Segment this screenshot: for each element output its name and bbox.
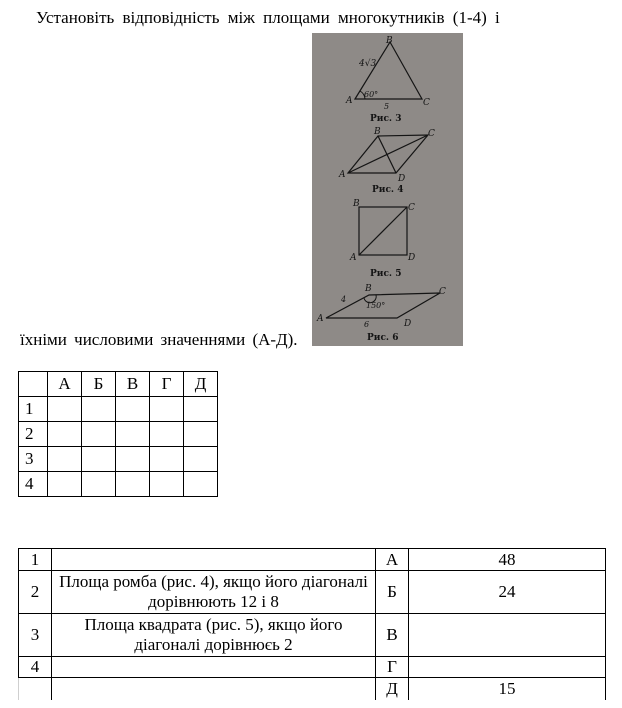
matching-row-number	[19, 678, 52, 700]
answer-grid-row-label: 3	[19, 447, 48, 472]
answer-cell[interactable]	[116, 472, 150, 497]
fig3-vertex-a: A	[346, 96, 353, 106]
fig6-vertex-b: B	[365, 284, 372, 294]
matching-row-number: 3	[19, 614, 52, 657]
matching-row	[19, 678, 606, 700]
fig5-vertex-c: C	[408, 203, 415, 213]
task-intro: Установіть відповідність між площами многокутників (1-4) і	[36, 8, 500, 27]
matching-option-letter: Г	[376, 657, 409, 678]
answer-cell[interactable]	[82, 447, 116, 472]
fig3-side-label: 4√3	[359, 59, 377, 69]
fig5-vertex-a: A	[350, 253, 357, 263]
matching-row-description	[52, 657, 376, 678]
answer-grid-col-header: В	[116, 372, 150, 397]
answer-grid-row-label: 2	[19, 422, 48, 447]
answer-cell[interactable]	[150, 397, 184, 422]
figure-5-square	[359, 207, 407, 255]
answer-cell[interactable]	[184, 397, 218, 422]
matching-row	[19, 657, 606, 678]
matching-row	[19, 549, 606, 571]
answer-cell[interactable]	[150, 472, 184, 497]
answer-cell[interactable]	[116, 397, 150, 422]
figures-photo	[312, 33, 463, 346]
fig3-caption: Рис. 3	[370, 114, 402, 124]
answer-grid-header-row	[19, 372, 218, 397]
answer-cell[interactable]	[82, 397, 116, 422]
answer-grid-corner	[19, 372, 48, 397]
matching-row-description: Площа ромба (рис. 4), якщо його діагоналі дорівнюють 12 і 8	[52, 571, 376, 614]
matching-row-number: 1	[19, 549, 52, 571]
fig6-base-label: 6	[364, 320, 370, 329]
answer-cell[interactable]	[82, 422, 116, 447]
fig4-vertex-d: D	[398, 174, 406, 184]
matching-option-value: 24	[409, 571, 606, 614]
fig5-vertex-b: B	[353, 199, 360, 209]
fig4-caption: Рис. 4	[372, 185, 404, 195]
fig3-vertex-b: B	[386, 36, 393, 46]
answer-grid-col-header: Д	[184, 372, 218, 397]
matching-option-value: 48	[409, 549, 606, 571]
matching-table	[18, 548, 606, 700]
answer-grid-col-header: А	[48, 372, 82, 397]
answer-cell[interactable]	[82, 472, 116, 497]
answer-grid-col-header: Г	[150, 372, 184, 397]
task-ending: їхніми числовими значеннями (А-Д).	[20, 330, 298, 349]
answer-cell[interactable]	[150, 422, 184, 447]
fig4-vertex-b: B	[374, 127, 381, 137]
matching-row-number: 4	[19, 657, 52, 678]
answer-cell[interactable]	[48, 422, 82, 447]
fig5-caption: Рис. 5	[370, 269, 402, 279]
matching-option-letter: Д	[376, 678, 409, 700]
matching-row	[19, 614, 606, 657]
answer-cell[interactable]	[116, 422, 150, 447]
answer-grid-row	[19, 422, 218, 447]
fig5-vertex-d: D	[408, 253, 416, 263]
answer-cell[interactable]	[184, 422, 218, 447]
fig6-side-label: 4	[341, 295, 347, 304]
matching-row-description	[52, 678, 376, 700]
matching-row	[19, 571, 606, 614]
matching-row-description: Площа квадрата (рис. 5), якщо його діагоналі дорівнюєь 2	[52, 614, 376, 657]
fig4-vertex-c: C	[428, 129, 435, 139]
fig3-vertex-c: C	[423, 98, 430, 108]
answer-cell[interactable]	[184, 472, 218, 497]
fig6-angle-label: 150°	[366, 301, 386, 310]
answer-cell[interactable]	[48, 447, 82, 472]
figure-4-rhombus	[348, 135, 428, 173]
fig3-angle-label: 60°	[364, 90, 379, 99]
matching-option-value	[409, 614, 606, 657]
answer-grid	[18, 371, 218, 497]
answer-grid-row	[19, 472, 218, 497]
fig6-vertex-a: A	[317, 314, 324, 324]
answer-grid-row	[19, 447, 218, 472]
fig6-vertex-c: C	[439, 287, 446, 297]
answer-cell[interactable]	[184, 447, 218, 472]
answer-cell[interactable]	[48, 397, 82, 422]
matching-option-letter: А	[376, 549, 409, 571]
matching-option-value: 15	[409, 678, 606, 700]
answer-grid-row	[19, 397, 218, 422]
answer-cell[interactable]	[48, 472, 82, 497]
matching-option-letter: В	[376, 614, 409, 657]
fig6-caption: Рис. 6	[367, 333, 399, 343]
answer-grid-row-label: 4	[19, 472, 48, 497]
answer-cell[interactable]	[150, 447, 184, 472]
matching-option-value	[409, 657, 606, 678]
fig4-vertex-a: A	[339, 170, 346, 180]
fig3-base-label: 5	[384, 102, 390, 111]
matching-option-letter: Б	[376, 571, 409, 614]
matching-row-number: 2	[19, 571, 52, 614]
answer-grid-col-header: Б	[82, 372, 116, 397]
answer-grid-row-label: 1	[19, 397, 48, 422]
answer-cell[interactable]	[116, 447, 150, 472]
matching-row-description	[52, 549, 376, 571]
fig6-vertex-d: D	[404, 319, 412, 329]
